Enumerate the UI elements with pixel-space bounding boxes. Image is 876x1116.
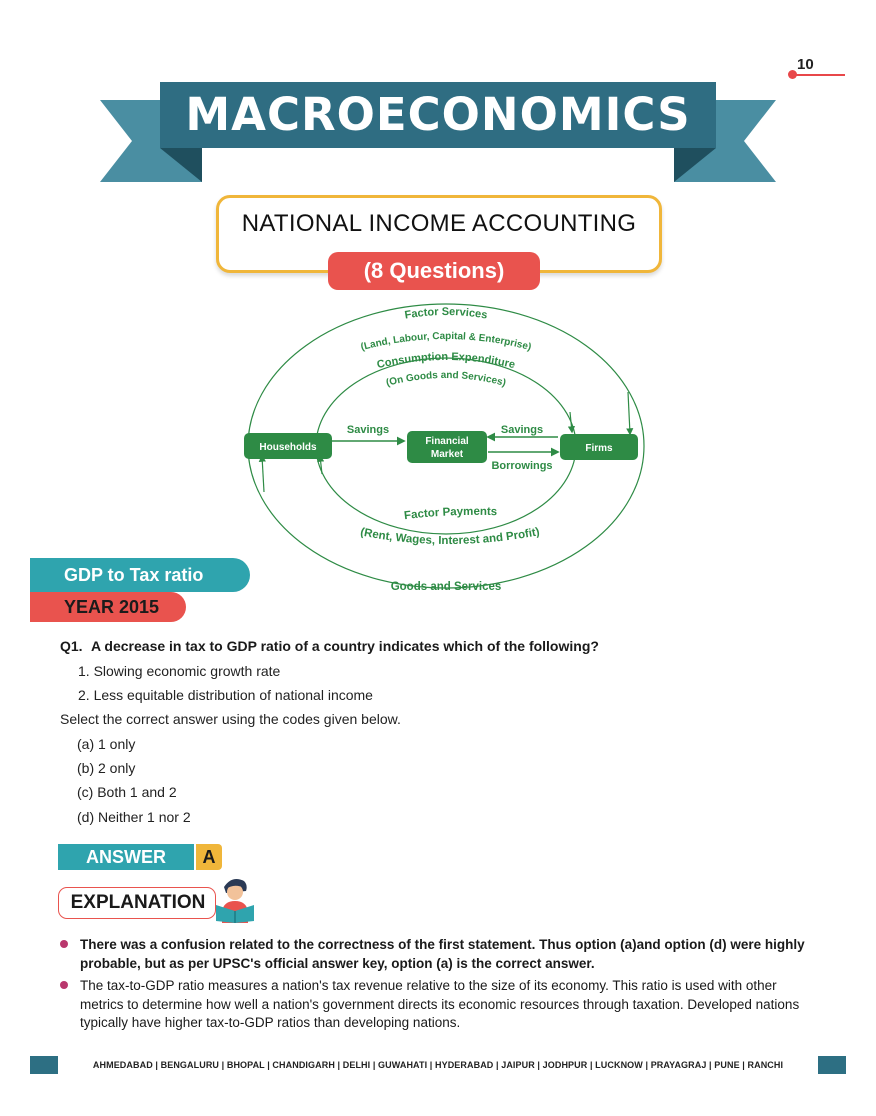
label-borrowings: Borrowings	[491, 460, 553, 472]
explanation-label: EXPLANATION	[70, 892, 206, 913]
label-factor-payments-sub: (Rent, Wages, Interest and Profit)	[359, 526, 541, 548]
label-factor-payments: Factor Payments	[403, 505, 498, 523]
label-factor-services-sub: (Land, Labour, Capital & Enterprise)	[359, 330, 533, 354]
label-consumption: Consumption Expenditure	[375, 350, 517, 372]
page-number-rule	[793, 74, 845, 76]
statement-2: 2. Less equitable distribution of national income	[78, 687, 373, 703]
option-b: (b) 2 only	[77, 760, 136, 776]
label-firms: Firms	[585, 443, 613, 454]
svg-text:Factor Payments	[403, 506, 497, 522]
explanation-point-2-text: The tax-to-GDP ratio measures a nation's tax revenue relative to the size of its economy. This ratio is used with other metrics to determine how well a nation's government directs its economic resources through taxation. Developed nations typically have higher tax-to-GDP ratios than developing nations.	[80, 978, 800, 1030]
option-a: (a) 1 only	[77, 736, 136, 752]
year-tag: YEAR 2015	[30, 592, 186, 622]
svg-text:(Rent, Wages, Interest and Pro	[359, 526, 540, 547]
explanation-point-1-text: There was a confusion related to the correctness of the first statement. Thus option (a)and option (d) were highly probable, but as per UPSC's official answer key, option (a) is the correct answer.	[80, 937, 805, 971]
label-savings-right: Savings	[500, 424, 544, 436]
svg-text:Factor Services	[404, 306, 488, 322]
footer-cities: AHMEDABAD | BENGALURU | BHOPAL | CHANDIGARH | DELHI | GUWAHATI | HYDERABAD | JAIPUR | JODHPUR | LUCKNOW | PRAYAGRAJ | PUNE | RANCHI	[92, 1060, 784, 1070]
bullet-dot	[60, 940, 68, 948]
label-financial: Financial	[425, 436, 469, 447]
instruction-text: Select the correct answer using the codes given below.	[60, 711, 401, 727]
footer-right-block	[818, 1056, 846, 1074]
answer-label: ANSWER	[58, 844, 194, 870]
bullet-dot	[60, 981, 68, 989]
label-factor-services: Factor Services	[403, 305, 489, 322]
chapter-title: NATIONAL INCOME ACCOUNTING	[241, 210, 637, 237]
reading-student-icon	[212, 871, 258, 923]
subject-title: MACROECONOMICS	[185, 88, 691, 141]
svg-text:(Land, Labour, Capital & Enter	[360, 331, 533, 353]
topic-tag: GDP to Tax ratio	[30, 558, 250, 592]
question-count-badge: (8 Questions)	[328, 252, 540, 290]
svg-text:Consumption Expenditure	[376, 351, 516, 371]
label-savings-left: Savings	[346, 424, 390, 436]
page-number: 10	[797, 56, 814, 73]
question-body: A decrease in tax to GDP ratio of a country indicates which of the following?	[90, 638, 599, 654]
question-text	[60, 638, 599, 654]
footer-left-block	[30, 1056, 58, 1074]
svg-text:(On Goods and Services)	[385, 370, 507, 389]
statement-1: 1. Slowing economic growth rate	[78, 663, 281, 679]
option-c: (c) Both 1 and 2	[77, 784, 177, 800]
question-number: Q1.	[60, 638, 83, 654]
label-goods-services: Goods and Services	[390, 581, 502, 593]
explanation-point-2	[60, 977, 810, 1033]
label-households: Households	[259, 442, 317, 453]
label-market: Market	[430, 449, 464, 460]
explanation-point-1	[60, 936, 810, 973]
option-d: (d) Neither 1 nor 2	[77, 809, 191, 825]
label-consumption-sub: (On Goods and Services)	[384, 369, 508, 389]
answer-value: A	[196, 844, 222, 870]
circular-flow-diagram	[236, 300, 656, 600]
